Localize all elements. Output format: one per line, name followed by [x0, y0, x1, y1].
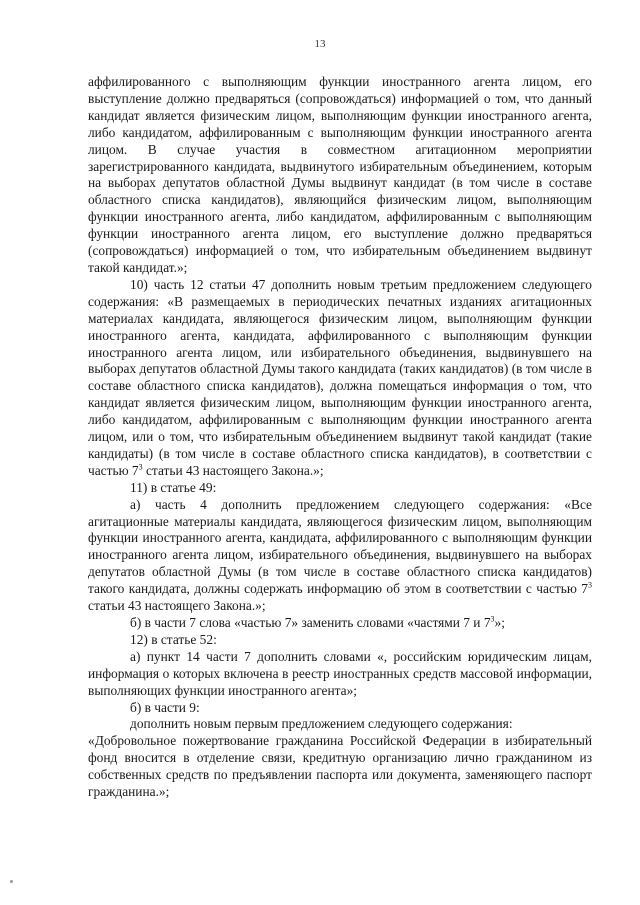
paragraph-8: б) в части 9: — [130, 699, 200, 715]
page-number: 13 — [314, 38, 326, 50]
paragraph-2: 10) часть 12 статьи 47 дополнить новым третьим предложением следующего содержания: «В размещаемых в периодических печатных изданиях агитационных материалах кандидата, являющегося физическим лицом, выполняющим функции иностранного агента, кандидата, аффилированного с выполняющим функции иностранного агента лицом, или избирательного объединения, выдвинувшего на выборах депутатов областной Думы такого кандидата (таких кандидатов) (в том числе в составе областного списка кандидатов), должна помещаться информация о том, что кандидат является физическим лицом, выполняющим функции иностранного агента, либо кандидатом, аффилированным с выполняющим функции иностранного агента лицом, или о том, что избирательным объединением выдвинут такой кандидат (такие кандидаты) (в том числе в составе областного списка кандидатов), в соответствии с частью $7^3$ статьи 43 настоящего Закона.»; — [88, 276, 592, 478]
paragraph-4: а) часть 4 дополнить предложением следующего содержания: «Все агитационные материалы кандидата, являющегося физическим лицом, выполняющим функции иностранного агента, кандидата, аффилированного с выполняющим функции иностранного агента лицом, избирательного объединения, выдвинувшего на выборах депутатов областной Думы (в том числе в составе областного списка кандидатов) такого кандидата, должны содержать информацию об этом в соответствии с частью $7^3$ статьи 43 настоящего Закона.»; — [88, 496, 592, 614]
document-body — [88, 74, 592, 801]
paragraph-6: 12) в статье 52: — [130, 631, 217, 647]
paragraph-1: аффилированного с выполняющим функции иностранного агента лицом, его выступление должно предваряться (сопровождаться) информацией о том, что данный кандидат является физическим лицом, выполняющим функции иностранного агента, либо кандидатом, аффилированным с выполняющим функции иностранного агента лицом. В случае участия в совместном агитационном мероприятии зарегистрированного кандидата, выдвинутого избирательным объединением, которым на выборах депутатов областной Думы выдвинут кандидат (в том числе в составе областного списка кандидатов), являющийся физическим лицом, выполняющим функции иностранного агента, либо кандидатом, аффилированным с выполняющим функции иностранного агента лицом, его выступление должно предваряться (сопровождаться) информацией о том, что избирательным объединением выдвинут такой кандидат.»; — [88, 74, 592, 275]
paragraph-5: б) в части 7 слова «частью 7» заменить словами «частями 7 и $7^3$»; — [130, 614, 505, 630]
scan-dot — [10, 880, 13, 883]
paragraph-9: дополнить новым первым предложением следующего содержания: — [130, 716, 513, 732]
paragraph-7: а) пункт 14 части 7 дополнить словами «, российским юридическим лицам, информация о которых включена в реестр иностранных средств массовой информации, выполняющих функции иностранного агента»; — [88, 648, 592, 698]
paragraph-3: 11) в статье 49: — [130, 479, 217, 495]
paragraph-10: «Добровольное пожертвование гражданина Российской Федерации в избирательный фонд вносится в отделение связи, кредитную организацию лично гражданином из собственных средств по предъявлении паспорта или документа, заменяющего паспорт гражданина.»; — [88, 733, 592, 800]
